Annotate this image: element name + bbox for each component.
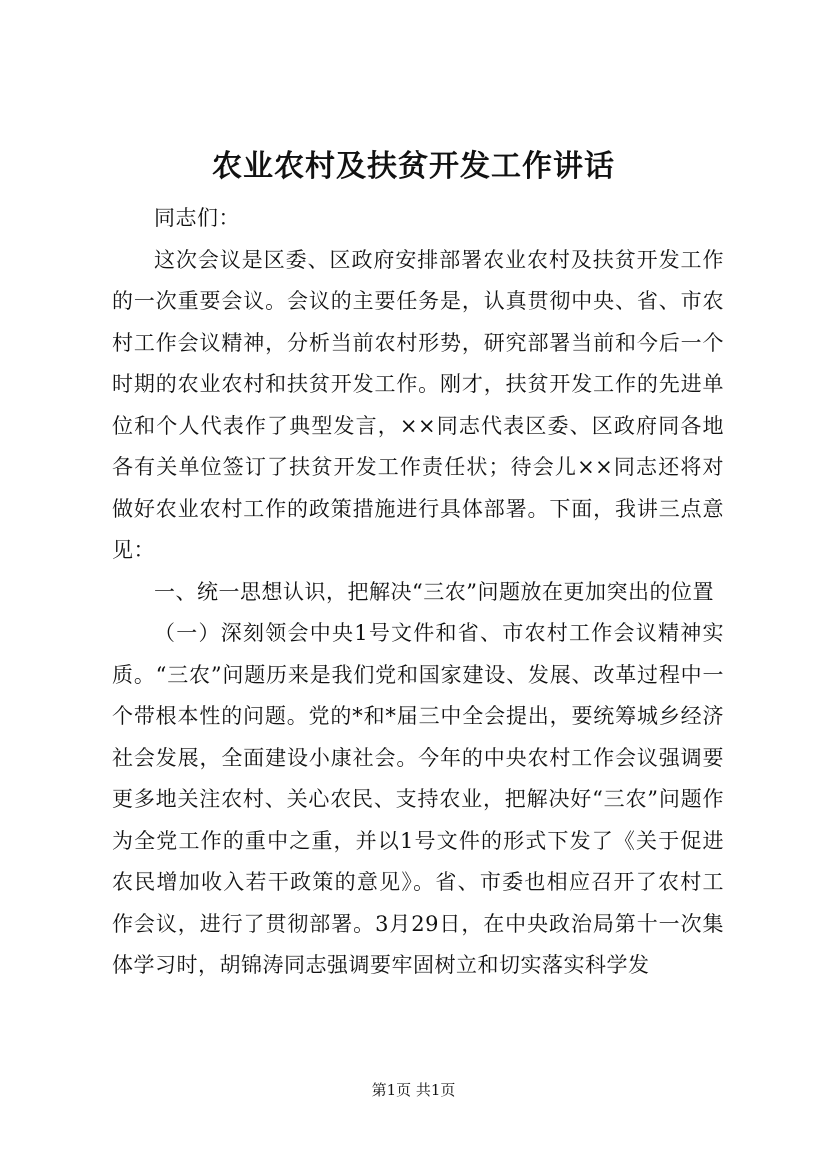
intro-paragraph: 这次会议是区委、区政府安排部署农业农村及扶贫开发工作的一次重要会议。会议的主要任务是，认真贯彻中央、省、市农村工作会议精神，分析当前农村形势，研究部署当前和今后一个时期的农业农村和扶贫开发工作。刚才，扶贫开发工作的先进单位和个人代表作了典型发言，××同志代表区委、区政府同各地各有关单位签订了扶贫开发工作责任状；待会儿××同志还将对做好农业农村工作的政策措施进行具体部署。下面，我讲三点意见： [112, 247, 724, 562]
document-title: 农业农村及扶贫开发工作讲话 [212, 149, 615, 184]
document-body [112, 198, 724, 987]
section-heading: 一、统一思想认识，把解决“三农”问题放在更加突出的位置 [154, 579, 714, 604]
salutation-paragraph: 同志们： [154, 206, 240, 230]
subsection-paragraph: （一）深刻领会中央1号文件和省、市农村工作会议精神实质。“三农”问题历来是我们党和国家建设、发展、改革过程中一个带根本性的问题。党的*和*届三中全会提出，要统筹城乡经济社会发展，全面建设小康社会。今年的中央农村工作会议强调要更多地关注农村、关心农民、支持农业，把解决好“三农”问题作为全党工作的重中之重，并以1号文件的形式下发了《关于促进农民增加收入若干政策的意见》。省、市委也相应召开了农村工作会议，进行了贯彻部署。3月29日，在中央政治局第十一次集体学习时，胡锦涛同志强调要牢固树立和切实落实科学发 [112, 621, 724, 977]
page-number-footer: 第1页 共1页 [371, 1081, 456, 1099]
